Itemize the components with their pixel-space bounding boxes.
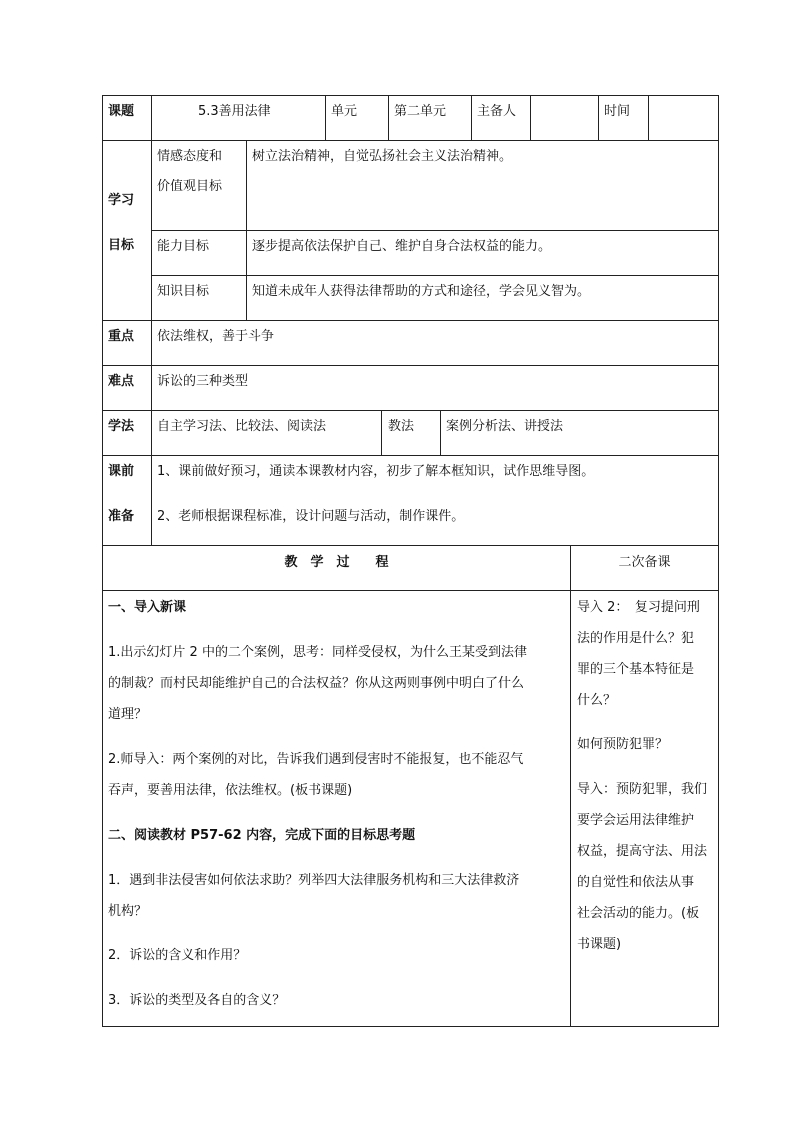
table-border <box>102 410 719 411</box>
process-line: 的制裁？而村民却能维护自己的合法权益？你从这两则事例中明白了什么 <box>108 676 525 691</box>
key-point-text: 依法维权，善于斗争 <box>157 329 275 344</box>
table-border <box>151 230 719 231</box>
objective-name: 知识目标 <box>157 284 210 299</box>
table-border <box>151 275 719 276</box>
objective-text: 逐步提高依法保护自己、维护自身合法权益的能力。 <box>252 239 552 254</box>
table-border <box>246 140 247 320</box>
topic-label: 课题 <box>108 104 135 119</box>
table-border <box>102 140 719 141</box>
second-prep-line: 罪的三个基本特征是 <box>577 662 695 677</box>
question: 1．遇到非法侵害如何依法求助？列举四大法律服务机构和三大法律救济 <box>108 873 520 888</box>
objective-name: 价值观目标 <box>157 179 223 194</box>
table-border <box>325 95 326 140</box>
second-prep-line: 要学会运用法律维护 <box>577 813 695 828</box>
topic-value: 5.3善用法律 <box>198 104 271 119</box>
preparation-label-line2: 准备 <box>108 509 135 524</box>
table-border <box>102 455 719 456</box>
objectives-label-line1: 学习 <box>108 193 135 208</box>
table-border <box>598 95 599 140</box>
process-line: 道理？ <box>108 707 148 722</box>
second-prep-line: 导入：预防犯罪，我们 <box>577 782 708 797</box>
second-prep-line: 的自觉性和依法从事 <box>577 875 695 890</box>
teach-method-label: 教法 <box>388 419 415 434</box>
second-prep-line: 书课题) <box>577 937 622 952</box>
section-title: 一、导入新课 <box>108 600 187 615</box>
table-border <box>102 365 719 366</box>
question: 机构？ <box>108 904 148 919</box>
table-border <box>102 545 719 546</box>
process-header: 教 学 过 程 <box>284 555 389 570</box>
study-method-text: 自主学习法、比较法、阅读法 <box>157 419 327 434</box>
table-border <box>102 320 719 321</box>
preparation-item: 1、课前做好预习，通读本课教材内容，初步了解本框知识，试作思维导图。 <box>157 464 595 479</box>
objective-name: 能力目标 <box>157 239 210 254</box>
objective-text: 树立法治精神，自觉弘扬社会主义法治精神。 <box>252 149 513 164</box>
table-border <box>570 545 571 1027</box>
key-point-label: 重点 <box>108 329 135 344</box>
teach-method-text: 案例分析法、讲授法 <box>446 419 564 434</box>
table-border <box>648 95 649 140</box>
preparation-item: 2、老师根据课程标准，设计问题与活动，制作课件。 <box>157 509 465 524</box>
unit-value: 第二单元 <box>394 104 447 119</box>
table-border <box>440 410 441 455</box>
objectives-label-line2: 目标 <box>108 238 135 253</box>
table-border <box>102 590 719 591</box>
preparer-label: 主备人 <box>477 104 517 119</box>
table-border <box>151 95 152 545</box>
table-border <box>381 410 382 455</box>
table-border <box>471 95 472 140</box>
table-border <box>102 1026 719 1027</box>
table-border <box>102 95 719 96</box>
preparation-label-line1: 课前 <box>108 464 135 479</box>
second-prep-line: 法的作用是什么？犯 <box>577 631 695 646</box>
table-border <box>718 95 719 1027</box>
time-label: 时间 <box>604 104 631 119</box>
second-prep-line: 如何预防犯罪？ <box>577 737 669 752</box>
unit-label: 单元 <box>331 104 358 119</box>
difficulty-label: 难点 <box>108 374 135 389</box>
study-method-label: 学法 <box>108 419 135 434</box>
process-line: 1.出示幻灯片 2 中的二个案例，思考：同样受侵权，为什么王某受到法律 <box>108 645 527 660</box>
question: 3．诉讼的类型及各自的含义？ <box>108 993 286 1008</box>
table-border <box>530 95 531 140</box>
process-line: 吞声，要善用法律，依法维权。(板书课题) <box>108 783 353 798</box>
second-prep-line: 社会活动的能力。(板 <box>577 906 700 921</box>
second-prep-header: 二次备课 <box>618 555 671 570</box>
question: 2．诉讼的含义和作用？ <box>108 948 247 963</box>
second-prep-line: 权益，提高守法、用法 <box>577 844 708 859</box>
objective-name: 情感态度和 <box>157 149 223 164</box>
table-border <box>388 95 389 140</box>
second-prep-line: 导入 2： 复习提问刑 <box>577 600 700 615</box>
difficulty-text: 诉讼的三种类型 <box>157 374 249 389</box>
objective-text: 知道未成年人获得法律帮助的方式和途径，学会见义智为。 <box>252 284 591 299</box>
second-prep-line: 什么？ <box>577 693 617 708</box>
process-line: 2.师导入：两个案例的对比，告诉我们遇到侵害时不能报复，也不能忍气 <box>108 752 524 767</box>
section-title: 二、阅读教材 P57-62 内容，完成下面的目标思考题 <box>108 828 416 843</box>
